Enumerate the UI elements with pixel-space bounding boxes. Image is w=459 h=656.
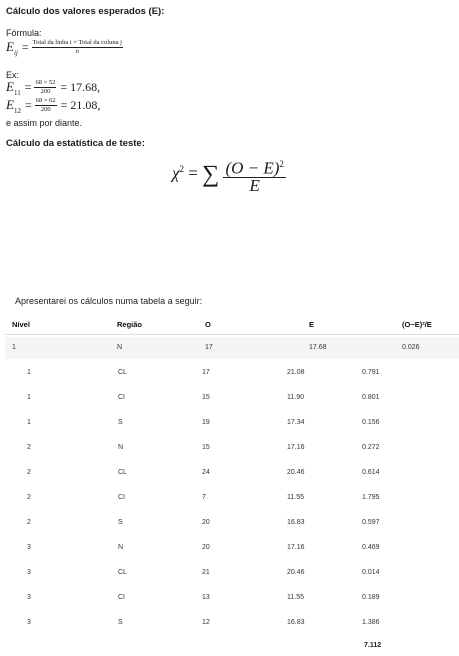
formula-denominator: n — [75, 47, 79, 55]
table-cell-e: 17.68 — [309, 344, 327, 351]
formula-fraction — [32, 39, 123, 56]
table-cell-nivel: 2 — [27, 519, 31, 526]
table-cell-chi-component: 0.801 — [362, 394, 380, 401]
example-e11-lhs: E — [6, 79, 14, 94]
table-cell-nivel: 3 — [27, 569, 31, 576]
table-cell-chi-component: 0.272 — [362, 444, 380, 451]
table-cell-regiao: N — [117, 344, 123, 351]
table-cell-o: 20 — [202, 544, 210, 551]
table-cell-o: 24 — [202, 469, 210, 476]
chi-numerator — [223, 156, 285, 178]
table-cell-chi-component: 0.614 — [362, 469, 380, 476]
table-cell-chi-component: 0.156 — [362, 419, 380, 426]
table-cell-e: 20.46 — [287, 469, 305, 476]
table-cell-regiao: S — [118, 419, 123, 426]
example-e12-subscript: 12 — [13, 107, 21, 116]
table-cell-regiao: CL — [118, 469, 127, 476]
example-e11-denominator: 200 — [40, 87, 51, 95]
table-cell-nivel: 2 — [27, 494, 31, 501]
table-cell-e: 16.83 — [287, 519, 305, 526]
table-cell-chi-component: 0.469 — [362, 544, 380, 551]
table-cell-regiao: N — [118, 544, 124, 551]
table-cell-e: 11.55 — [287, 494, 304, 501]
table-cell-o: 19 — [202, 419, 210, 426]
header-o: O — [205, 320, 211, 329]
example-e12-numerator: 68 × 62 — [35, 96, 56, 104]
table-intro: Apresentarei os cálculos numa tabela a seguir: — [15, 296, 203, 306]
chi-superscript: 2 — [179, 164, 184, 175]
sum-symbol: ∑ — [202, 161, 220, 188]
table-cell-e: 17.34 — [287, 419, 305, 426]
chi-numerator-text: (O − E) — [225, 158, 280, 178]
table-cell-chi-component: 0.597 — [362, 519, 380, 526]
table-cell-regiao: CI — [118, 494, 125, 501]
table-cell-chi-component: 1.795 — [362, 494, 380, 501]
header-divider — [5, 334, 459, 335]
header-regiao: Região — [117, 320, 143, 329]
example-e11-numerator: 68 × 52 — [35, 78, 56, 86]
table-cell-nivel: 3 — [27, 594, 31, 601]
table-cell-nivel: 2 — [27, 444, 31, 451]
formula-lhs-subscript: ij — [13, 49, 18, 58]
example-e12: $E_{12}$ = $\frac{68 \times 62}{200}$ = 21.08, — [6, 96, 101, 116]
table-cell-chi-component: 1.386 — [362, 619, 380, 626]
chi-symbol: χ — [172, 163, 180, 183]
so-on-text: e assim por diante. — [6, 118, 83, 128]
table-cell-nivel: 2 — [27, 469, 31, 476]
heading-test-statistic: Cálculo da estatística de teste: — [6, 138, 145, 149]
table-cell-regiao: S — [118, 619, 123, 626]
formula-numerator: Total da linha i × Total da coluna j — [32, 38, 122, 46]
example-e12-lhs: E — [6, 97, 14, 112]
chi-square-total: 7.112 — [364, 642, 382, 649]
table-cell-regiao: S — [118, 519, 123, 526]
table-cell-nivel: 3 — [27, 619, 31, 626]
table-cell-regiao: CI — [118, 594, 125, 601]
table-cell-nivel: 1 — [27, 369, 31, 376]
formula-label: Fórmula: — [6, 28, 42, 38]
table-cell-e: 17.16 — [287, 444, 305, 451]
example-e12-denominator: 200 — [40, 105, 51, 113]
table-cell-chi-component: 0.189 — [362, 594, 380, 601]
chi-square-formula — [172, 156, 286, 194]
formula-lhs: E — [6, 39, 14, 54]
header-e: E — [309, 320, 315, 329]
table-cell-e: 20.46 — [287, 569, 305, 576]
example-e11-subscript: 11 — [13, 89, 21, 98]
table-cell-chi-component: 0.791 — [362, 369, 380, 376]
chi-fraction — [223, 156, 285, 194]
table-cell-e: 11.55 — [287, 594, 304, 601]
table-cell-o: 15 — [202, 444, 210, 451]
example-e12-fraction — [35, 97, 57, 114]
table-cell-o: 20 — [202, 519, 210, 526]
example-e11: $E_{11}$ = $\frac{68 \times 52}{200}$ = 17.68, — [6, 78, 101, 98]
table-cell-nivel: 1 — [27, 419, 31, 426]
table-cell-nivel: 1 — [12, 344, 16, 351]
table-cell-e: 16.83 — [287, 619, 305, 626]
table-cell-e: 11.90 — [287, 394, 304, 401]
table-cell-e: 17.16 — [287, 544, 305, 551]
table-cell-chi-component: 0.026 — [402, 344, 420, 351]
chi-denominator: E — [249, 175, 260, 195]
table-cell-o: 17 — [205, 344, 213, 351]
example-e11-fraction — [34, 79, 56, 96]
example-e11-result: = 17.68, — [60, 80, 101, 94]
table-row-highlight — [5, 337, 459, 359]
table-cell-regiao: N — [118, 444, 124, 451]
table-cell-o: 17 — [202, 369, 210, 376]
general-formula: $E_{ij}$ = $\frac{\text{Total da linha i × Total da coluna j}}{n}$ — [6, 38, 122, 58]
table-cell-regiao: CL — [118, 569, 127, 576]
table-cell-nivel: 3 — [27, 544, 31, 551]
table-cell-nivel: 1 — [27, 394, 31, 401]
chi-numerator-exponent: 2 — [279, 159, 284, 169]
table-cell-o: 13 — [202, 594, 210, 601]
table-cell-chi-component: 0.014 — [362, 569, 380, 576]
table-cell-o: 21 — [202, 569, 210, 576]
table-cell-regiao: CI — [118, 394, 125, 401]
table-cell-o: 15 — [202, 394, 210, 401]
example-e12-result: = 21.08, — [60, 98, 101, 112]
example-label: Ex: — [6, 70, 20, 80]
header-chi-component: (O−E)²/E — [402, 320, 432, 329]
table-cell-e: 21.08 — [287, 369, 305, 376]
table-cell-o: 7 — [202, 494, 206, 501]
chi-equals: = — [188, 163, 198, 183]
table-cell-o: 12 — [202, 619, 210, 626]
table-cell-regiao: CL — [118, 369, 127, 376]
header-nivel: Nível — [12, 320, 30, 329]
heading-expected-values: Cálculo dos valores esperados (E): — [6, 6, 165, 17]
